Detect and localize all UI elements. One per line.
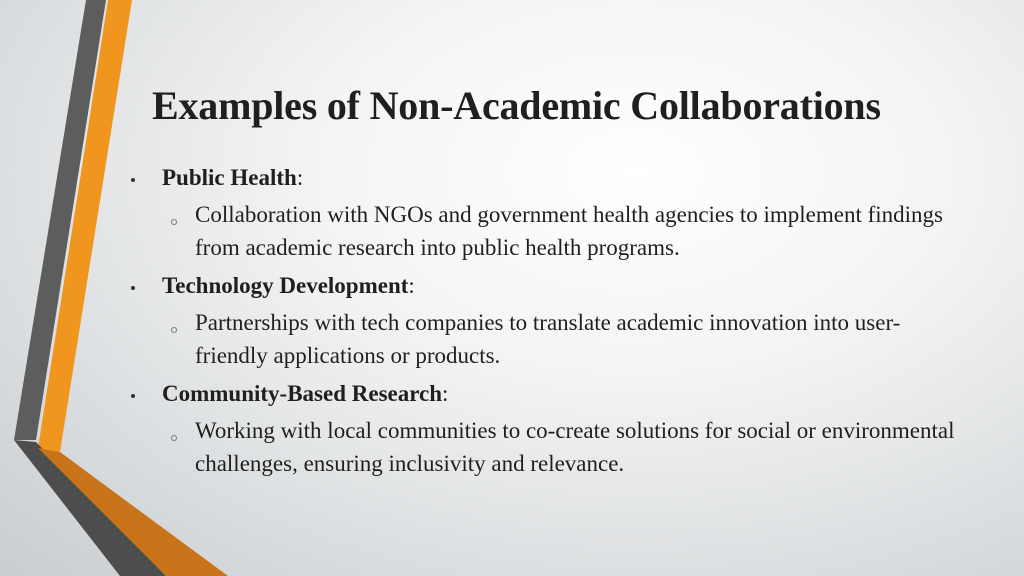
bullet-colon: : xyxy=(408,273,415,298)
bullet-dot-icon xyxy=(131,178,135,182)
sub-bullet-community-based-research xyxy=(162,414,955,480)
sub-bullet-ring-icon xyxy=(171,435,177,441)
bullet-colon: : xyxy=(296,165,304,190)
sub-bullet-text: Working with local communities to co-create solutions for social or environmental challenges, ensuring inclusivity and relevance. xyxy=(195,418,955,476)
sub-bullet-technology-development xyxy=(162,306,955,372)
bullet-public-health xyxy=(128,162,958,194)
bullet-dot-icon xyxy=(131,394,135,398)
sub-bullet-public-health xyxy=(162,198,955,264)
bullet-list xyxy=(128,162,958,486)
bullet-heading: Technology Development xyxy=(162,273,409,298)
sub-bullet-ring-icon xyxy=(171,327,177,333)
bullet-community-based-research xyxy=(128,378,958,410)
slide-title: Examples of Non-Academic Collaborations xyxy=(152,83,881,128)
bullet-dot-icon xyxy=(131,286,135,290)
bullet-heading: Public Health xyxy=(162,165,297,190)
sub-bullet-text: Partnerships with tech companies to translate academic innovation into user-friendly applications or products. xyxy=(195,310,901,368)
bullet-technology-development xyxy=(128,270,958,302)
bullet-heading: Community-Based Research xyxy=(162,381,443,406)
sub-bullet-ring-icon xyxy=(171,219,177,225)
bullet-colon: : xyxy=(442,381,449,406)
sub-bullet-text: Collaboration with NGOs and government health agencies to implement findings from academic research into public health programs. xyxy=(195,202,943,260)
